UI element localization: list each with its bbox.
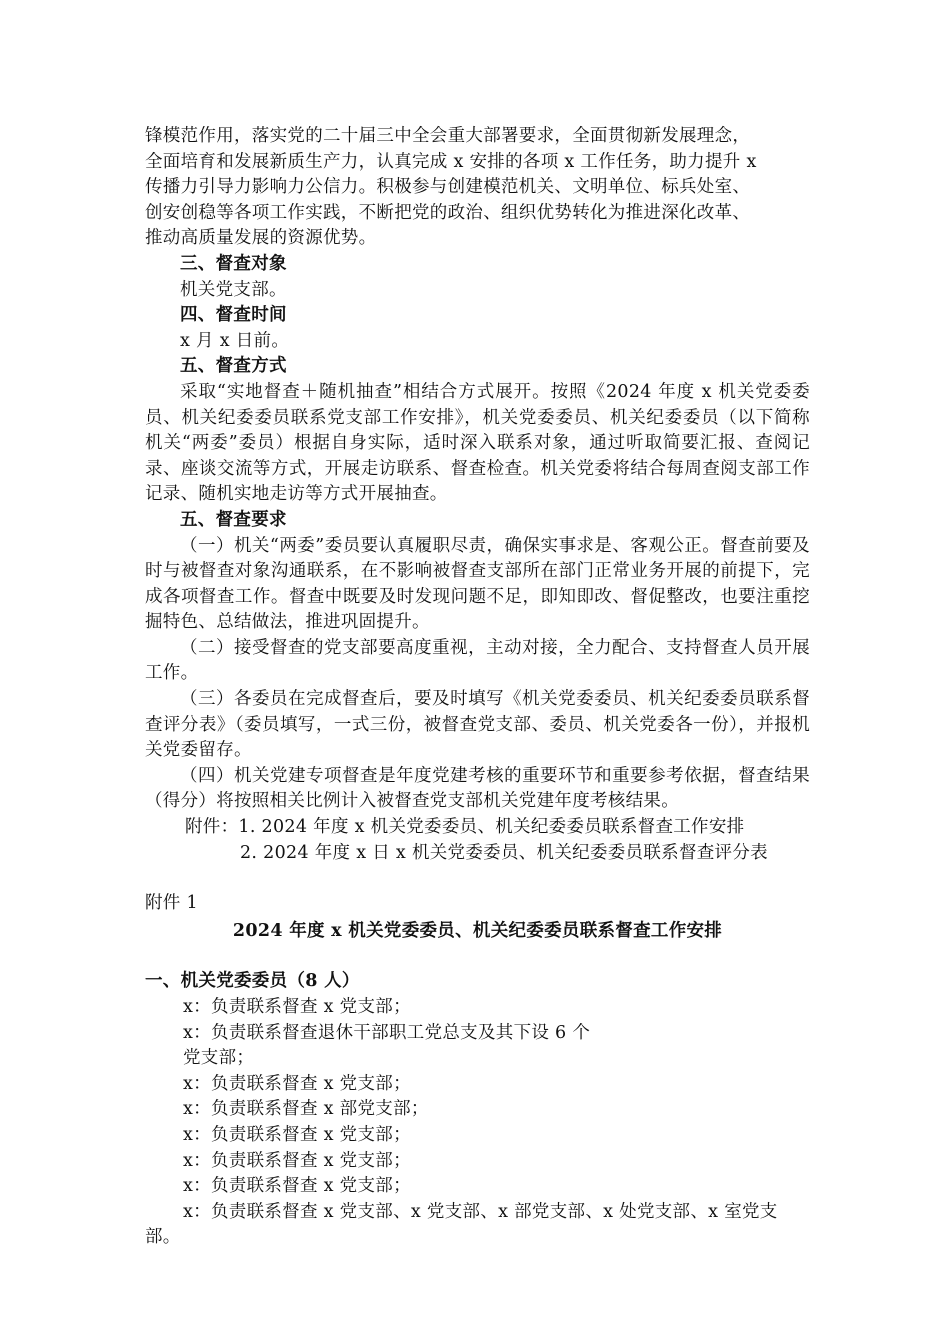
requirement-item: （三）各委员在完成督查后，要及时填写《机关党委委员、机关纪委委员联系督查评分表》（委员填写，一式三份，被督查党支部、委员、机关党委各一份），并报机关党委留存。 (145, 689, 810, 761)
intro-line: 推动高质量发展的资源优势。 (145, 228, 377, 249)
appendix-label: 附件 1 (145, 893, 198, 914)
appendix-section-heading: 一、机关党委委员（8 人） (145, 971, 360, 992)
requirement-item: （一）机关“两委”委员要认真履职尽责，确保实事求是、客观公正。督查前要及时与被督查对象沟通联系，在不影响被督查支部所在部门正常业务开展的前提下，完成各项督查工作。督查中既要及时发现问题不足，即知即改、督促整改，也要注重挖掘特色、总结做法，推进巩固提升。 (145, 535, 810, 633)
section-heading-method: 五、督查方式 (180, 356, 287, 377)
member-row: x：负责联系督查 x 党支部、x 党支部、x 部党支部、x 处党支部、x 室党支 (183, 1201, 778, 1222)
intro-line: 传播力引导力影响力公信力。积极参与创建模范机关、文明单位、标兵处室、 (145, 177, 751, 198)
member-row-continuation: 党支部； (183, 1048, 255, 1069)
member-row: x：负责联系督查 x 部党支部； (183, 1099, 429, 1120)
appendix-title: 2024 年度 x 机关党委委员、机关纪委委员联系督查工作安排 (232, 920, 723, 941)
member-row-continuation: 部。 (145, 1227, 181, 1248)
section-spacer (145, 866, 810, 891)
attachment-line-1: 附件：1. 2024 年度 x 机关党委委员、机关纪委委员联系督查工作安排 (185, 817, 745, 838)
intro-line: 锋模范作用，落实党的二十届三中全会重大部署要求，全面贯彻新发展理念， (145, 126, 751, 146)
attachment-line-2: 2. 2024 年度 x 日 x 机关党委委员、机关纪委委员联系督查评分表 (240, 842, 768, 863)
section-heading-requirements: 五、督查要求 (180, 509, 287, 530)
member-row: x：负责联系督查 x 党支部； (183, 1150, 411, 1171)
requirement-item: （二）接受督查的党支部要高度重视，主动对接，全力配合、支持督查人员开展工作。 (145, 637, 810, 684)
intro-line: 创安创稳等各项工作实践，不断把党的政治、组织优势转化为推进深化改革、 (145, 202, 751, 223)
section-text-targets: 机关党支部。 (180, 279, 287, 300)
intro-paragraph (145, 124, 810, 252)
section-text-method: 采取“实地督查＋随机抽查”相结合方式展开。按照《2024 年度 x 机关党委委员、机关纪委委员联系党支部工作安排》，机关党委委员、机关纪委委员（以下简称机关“两委”委员）根据自身实际，适时深入联系对象，通过听取简要汇报、查阅记录、座谈交流等方式，开展走访联系、督查检查。机关党委将结合每周查阅支部工作记录、随机实地走访等方式开展抽查。 (145, 381, 810, 505)
section-heading-time: 四、督查时间 (180, 305, 287, 326)
requirement-item: （四）机关党建专项督查是年度党建考核的重要环节和重要参考依据，督查结果（得分）将按照相关比例计入被督查党支部机关党建年度考核结果。 (145, 765, 810, 812)
section-text-time: x 月 x 日前。 (180, 330, 290, 351)
member-row: x：负责联系督查 x 党支部； (183, 997, 411, 1017)
member-row: x：负责联系督查 x 党支部； (183, 1176, 411, 1197)
section-heading-targets: 三、督查对象 (180, 253, 287, 274)
member-row: x：负责联系督查 x 党支部； (183, 1073, 411, 1094)
intro-line: 全面培育和发展新质生产力，认真完成 x 安排的各项 x 工作任务，助力提升 x (145, 151, 757, 172)
member-row: x：负责联系督查 x 党支部； (183, 1124, 411, 1145)
document-body (145, 124, 810, 1251)
member-row: x：负责联系督查退休干部职工党总支及其下设 6 个 (183, 1022, 591, 1043)
